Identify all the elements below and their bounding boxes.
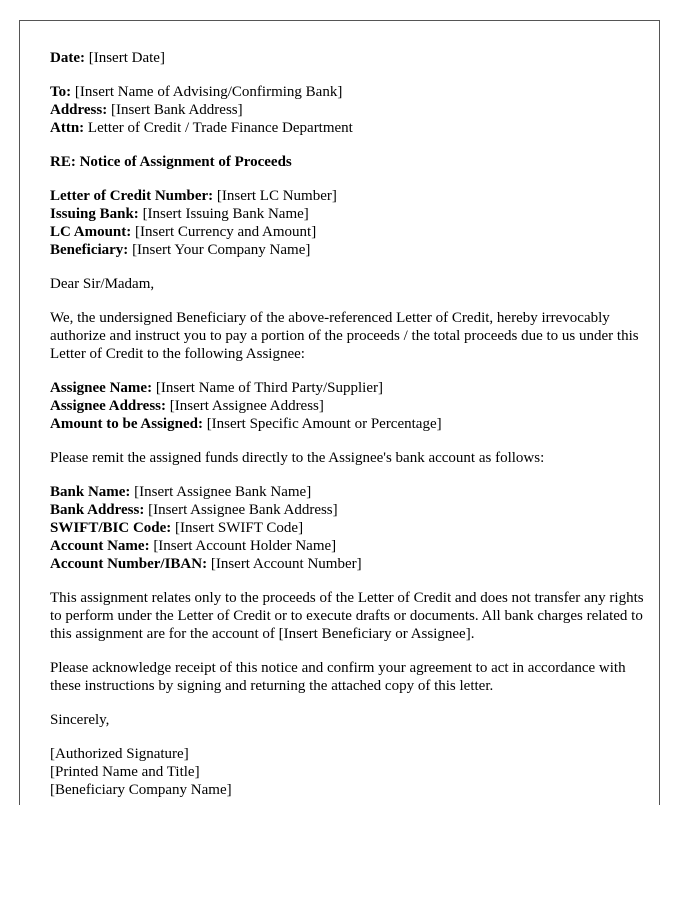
attn-line	[50, 119, 650, 137]
signature-line-1: [Authorized Signature]	[50, 746, 189, 762]
date-label: Date:	[50, 50, 85, 66]
assigned-amount-value: [Insert Specific Amount or Percentage]	[206, 416, 442, 432]
subject-line: RE: Notice of Assignment of Proceeds	[50, 154, 292, 170]
letter-page	[19, 20, 660, 805]
closing: Sincerely,	[50, 712, 110, 728]
date-block	[50, 49, 650, 67]
issuing-bank-label: Issuing Bank:	[50, 206, 139, 222]
issuing-bank-value: [Insert Issuing Bank Name]	[142, 206, 309, 222]
lc-amount-label: LC Amount:	[50, 224, 132, 240]
bank-address-line	[50, 501, 650, 519]
account-number-line	[50, 555, 650, 573]
assignee-name-line	[50, 379, 650, 397]
recipient-block	[50, 83, 650, 137]
intro-paragraph-block	[50, 309, 650, 363]
lc-amount-value: [Insert Currency and Amount]	[135, 224, 317, 240]
remit-paragraph: Please remit the assigned funds directly to the Assignee's bank account as follows:	[50, 450, 545, 466]
assignee-name-label: Assignee Name:	[50, 380, 153, 396]
bank-address-label: Bank Address:	[50, 502, 145, 518]
beneficiary-value: [Insert Your Company Name]	[132, 242, 311, 258]
acknowledge-paragraph-block	[50, 659, 650, 695]
issuing-bank-line	[50, 205, 650, 223]
scope-paragraph: This assignment relates only to the proceeds of the Letter of Credit and does not transfer any rights to perform under the Letter of Credit or to execute drafts or documents. All bank charges related to this assignment are for the account of [Insert Beneficiary or Assignee].	[50, 590, 644, 642]
account-name-value: [Insert Account Holder Name]	[153, 538, 337, 554]
scope-paragraph-block	[50, 589, 650, 643]
bank-name-value: [Insert Assignee Bank Name]	[134, 484, 312, 500]
beneficiary-label: Beneficiary:	[50, 242, 129, 258]
salutation-block	[50, 275, 650, 293]
swift-label: SWIFT/BIC Code:	[50, 520, 172, 536]
lc-amount-line	[50, 223, 650, 241]
account-number-label: Account Number/IBAN:	[50, 556, 208, 572]
address-value: [Insert Bank Address]	[110, 102, 243, 118]
to-label: To:	[50, 84, 72, 100]
beneficiary-line	[50, 241, 650, 259]
acknowledge-paragraph: Please acknowledge receipt of this notice and confirm your agreement to act in accordance with these instructions by signing and returning the attached copy of this letter.	[50, 660, 626, 694]
assigned-amount-label: Amount to be Assigned:	[50, 416, 203, 432]
lc-number-value: [Insert LC Number]	[216, 188, 337, 204]
account-number-value: [Insert Account Number]	[210, 556, 362, 572]
letter-body	[50, 49, 650, 815]
swift-value: [Insert SWIFT Code]	[175, 520, 304, 536]
assignee-address-line	[50, 397, 650, 415]
to-value: [Insert Name of Advising/Confirming Bank]	[74, 84, 343, 100]
signature-line-3: [Beneficiary Company Name]	[50, 782, 232, 798]
date-line	[50, 49, 650, 67]
lc-number-line	[50, 187, 650, 205]
bank-name-line	[50, 483, 650, 501]
intro-paragraph: We, the undersigned Beneficiary of the above-referenced Letter of Credit, hereby irrevocably authorize and instruct you to pay a portion of the proceeds / the total proceeds due to us under this Letter of Credit to the following Assignee:	[50, 310, 639, 362]
bank-address-value: [Insert Assignee Bank Address]	[148, 502, 338, 518]
attn-label: Attn:	[50, 120, 85, 136]
address-label: Address:	[50, 102, 108, 118]
lc-number-label: Letter of Credit Number:	[50, 188, 214, 204]
assignee-name-value: [Insert Name of Third Party/Supplier]	[155, 380, 383, 396]
salutation: Dear Sir/Madam,	[50, 276, 155, 292]
bank-name-label: Bank Name:	[50, 484, 131, 500]
account-name-label: Account Name:	[50, 538, 150, 554]
swift-line	[50, 519, 650, 537]
address-line	[50, 101, 650, 119]
attn-value: Letter of Credit / Trade Finance Department	[87, 120, 353, 136]
signature-block	[50, 745, 650, 799]
to-line	[50, 83, 650, 101]
signature-line-2: [Printed Name and Title]	[50, 764, 200, 780]
remit-paragraph-block	[50, 449, 650, 467]
date-value: [Insert Date]	[88, 50, 165, 66]
assignee-block	[50, 379, 650, 433]
closing-block	[50, 711, 650, 729]
assignee-address-value: [Insert Assignee Address]	[169, 398, 324, 414]
assigned-amount-line	[50, 415, 650, 433]
lc-details-block	[50, 187, 650, 259]
subject-block	[50, 153, 650, 171]
account-name-line	[50, 537, 650, 555]
bank-details-block	[50, 483, 650, 573]
assignee-address-label: Assignee Address:	[50, 398, 166, 414]
